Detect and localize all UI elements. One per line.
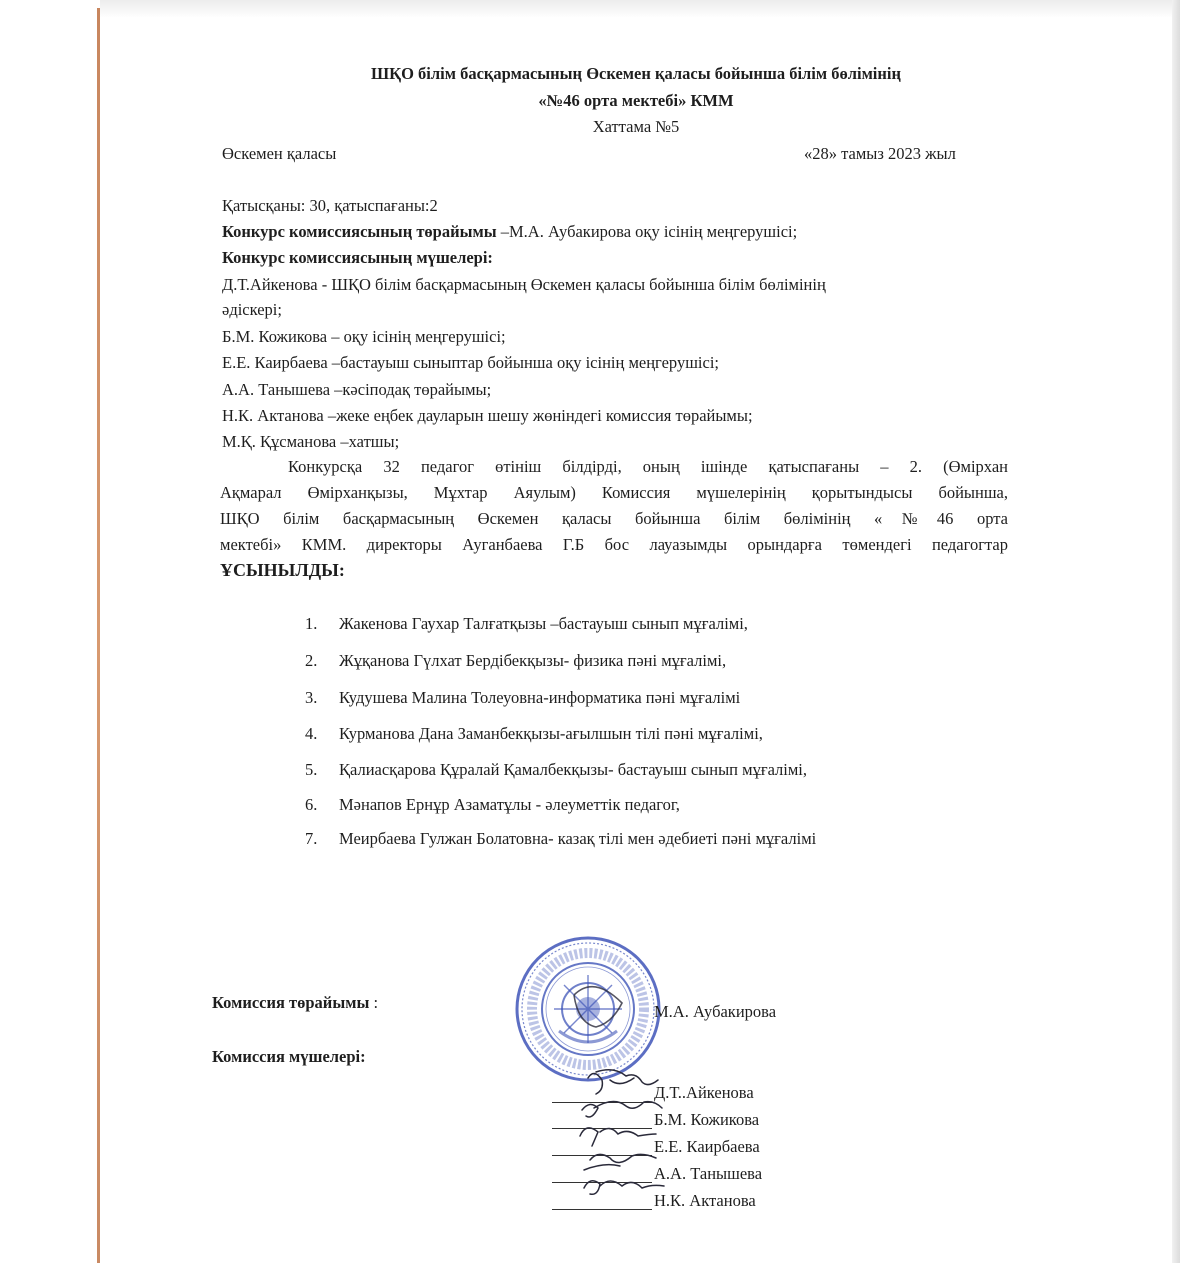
member-line: әдіскері; xyxy=(222,300,282,319)
candidate-item xyxy=(305,688,740,708)
signature-chair-label xyxy=(212,993,378,1013)
header-line-1: ШҚО білім басқармасының Өскемен қаласы бойынша білім бөлімінің xyxy=(371,64,901,83)
candidate-number: 5. xyxy=(305,760,318,779)
paragraph-line-1: Конкурсқа 32 педагог өтініш білдірді, оның ішінде қатыспағаны – 2. (Өмірхан xyxy=(288,457,1008,476)
protocol-number: Хаттама №5 xyxy=(592,117,680,136)
chair-text: –М.А. Аубакирова оқу ісінің меңгерушісі; xyxy=(496,222,798,241)
candidate-item xyxy=(305,795,680,815)
candidate-number: 4. xyxy=(305,724,318,743)
member-line: Б.М. Кожикова – оқу ісінің меңгерушісі; xyxy=(222,327,506,346)
signature-members-label: Комиссия мүшелері: xyxy=(212,1047,366,1066)
member-signature-name: А.А. Танышева xyxy=(654,1164,763,1183)
candidate-item xyxy=(305,829,816,849)
candidate-text: Меирбаева Гулжан Болатовна- казақ тілі мен әдебиеті пәні мұғалімі xyxy=(339,829,817,848)
chair-line xyxy=(222,222,797,242)
candidate-number: 3. xyxy=(305,688,318,707)
member-line: М.Қ. Құсманова –хатшы; xyxy=(222,432,400,451)
attendance: Қатысқаны: 30, қатыспағаны:2 xyxy=(222,196,438,215)
candidate-number: 1. xyxy=(305,614,318,633)
place: Өскемен қаласы xyxy=(222,144,337,163)
paragraph-line-2: Ақмарал Өмірханқызы, Мұхтар Аяулым) Комиссия мүшелерінің қорытындысы бойынша, xyxy=(220,483,1008,502)
candidate-text: Курманова Дана Заманбекқызы-ағылшын тілі пәні мұғалімі, xyxy=(339,724,763,743)
signature-chair-name: М.А. Аубакирова xyxy=(654,1002,777,1021)
candidate-text: Жұқанова Гүлхат Бердібекқызы- физика пәні мұғалімі, xyxy=(339,651,727,670)
candidate-item xyxy=(305,760,807,780)
candidate-item xyxy=(305,651,726,671)
candidate-text: Кудушева Малина Толеуовна-информатика пәні мұғалімі xyxy=(339,688,741,707)
candidate-text: Мәнапов Ернұр Азаматұлы - әлеуметтік педагог, xyxy=(339,795,680,814)
member-signature-name: Б.М. Кожикова xyxy=(654,1110,760,1129)
chair-sign-colon: : xyxy=(369,993,379,1012)
member-line: Н.К. Актанова –жеке еңбек дауларын шешу жөніндегі комиссия төрайымы; xyxy=(222,406,753,425)
member-signature-name: Д.Т..Айкенова xyxy=(654,1083,754,1102)
member-signature-name: Е.Е. Каирбаева xyxy=(654,1137,760,1156)
chair-label: Конкурс комиссиясының төрайымы xyxy=(222,222,497,241)
member-line: А.А. Танышева –кәсіподақ төрайымы; xyxy=(222,380,492,399)
member-line: Д.Т.Айкенова - ШҚО білім басқармасының Өскемен қаласы бойынша білім бөлімінің xyxy=(222,275,826,294)
candidate-number: 2. xyxy=(305,651,318,670)
recommended-heading: ҰСЫНЫЛДЫ: xyxy=(220,560,345,580)
candidate-item xyxy=(305,724,763,744)
member-line: Е.Е. Каирбаева –бастауыш сыныптар бойынша оқу ісінің меңгерушісі; xyxy=(222,353,719,372)
paragraph-line-4: мектебі» КММ. директоры Ауганбаева Г.Б бос лауазымды орындарға төмендегі педагогтар xyxy=(220,535,1008,554)
candidate-number: 6. xyxy=(305,795,318,814)
candidate-number: 7. xyxy=(305,829,318,848)
member-signature-name: Н.К. Актанова xyxy=(654,1191,756,1210)
date: «28» тамыз 2023 жыл xyxy=(804,144,956,163)
chair-sign-label: Комиссия төрайымы xyxy=(212,993,370,1012)
header-line-2: «№46 орта мектебі» КММ xyxy=(538,91,734,110)
members-title: Конкурс комиссиясының мүшелері: xyxy=(222,248,493,267)
candidate-text: Жакенова Гаухар Талғатқызы –бастауыш сынып мұғалімі, xyxy=(339,614,748,633)
candidate-item xyxy=(305,614,748,634)
candidate-text: Қалиасқарова Құралай Қамалбекқызы- бастауыш сынып мұғалімі, xyxy=(339,760,808,779)
paragraph-line-3: ШҚО білім басқармасының Өскемен қаласы бойынша білім бөлімінің «№46 орта xyxy=(220,509,1008,528)
